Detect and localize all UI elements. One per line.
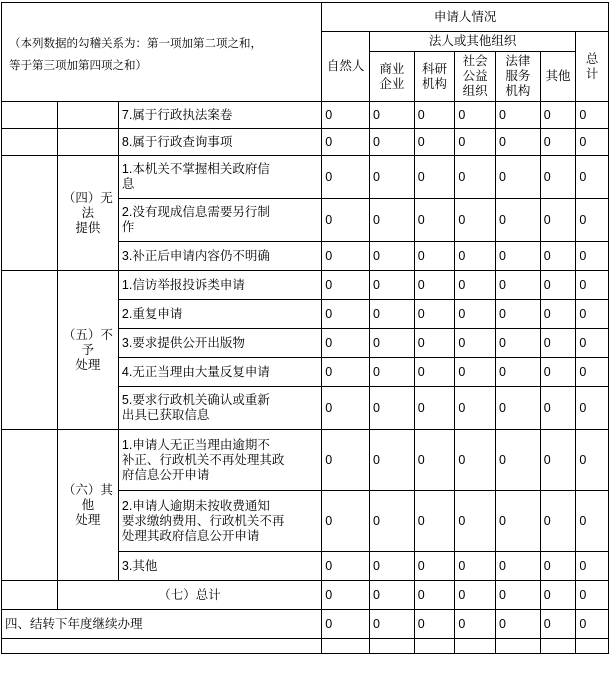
- cell-total: 0: [576, 610, 609, 639]
- cell-legal: 0: [496, 581, 541, 610]
- cell-research: 0: [414, 242, 455, 271]
- cell-business: 0: [369, 329, 414, 358]
- cell-other: 0: [540, 156, 576, 199]
- item-line-2: 作: [121, 220, 135, 234]
- cell-business: 0: [369, 300, 414, 329]
- row-item: 3.其他: [118, 552, 321, 581]
- cell-welfare: 0: [455, 129, 496, 156]
- cell-legal: 0: [496, 491, 541, 552]
- item-line-2: 出具已获取信息: [121, 408, 210, 422]
- cell-natural-person: 0: [322, 387, 370, 430]
- cell-natural-person: 0: [322, 358, 370, 387]
- cell-natural-person: 0: [322, 242, 370, 271]
- cell-research: [414, 639, 455, 654]
- cell-research: 0: [414, 552, 455, 581]
- header-row-applicant-group: [2, 3, 609, 32]
- cell-natural-person: [322, 639, 370, 654]
- cell-research: 0: [414, 491, 455, 552]
- item-line-2: 补正、行政机关不再处理其政: [121, 452, 285, 467]
- row-category-total: （七）总计: [57, 581, 321, 610]
- cell-welfare: 0: [455, 300, 496, 329]
- cell-natural-person: 0: [322, 491, 370, 552]
- row-partial-label: [2, 639, 322, 654]
- cell-other: 0: [540, 300, 576, 329]
- table-row: [2, 271, 609, 300]
- cell-total: 0: [576, 129, 609, 156]
- row-spacer: [2, 581, 58, 610]
- cell-other: 0: [540, 491, 576, 552]
- category-line-2: 提供: [75, 220, 101, 235]
- cell-other: 0: [540, 552, 576, 581]
- cell-research: 0: [414, 387, 455, 430]
- category-line-1: （六）其他: [62, 482, 113, 512]
- row-item: 4.无正当理由大量反复申请: [118, 358, 321, 387]
- cell-business: 0: [369, 156, 414, 199]
- cell-natural-person: 0: [322, 581, 370, 610]
- cell-total: 0: [576, 199, 609, 242]
- cell-other: 0: [540, 387, 576, 430]
- cell-legal: 0: [496, 102, 541, 129]
- item-line-1: 2.没有现成信息需要另行制: [121, 205, 270, 219]
- cell-welfare: 0: [455, 358, 496, 387]
- cell-welfare: 0: [455, 329, 496, 358]
- header-welfare-line-2: 公益: [462, 69, 488, 83]
- category-line-1: （五）不予: [62, 327, 113, 357]
- cell-legal: 0: [496, 242, 541, 271]
- cell-business: 0: [369, 387, 414, 430]
- header-business-enterprise: [369, 52, 414, 102]
- cell-other: 0: [540, 358, 576, 387]
- header-total-line-2: 计: [585, 66, 599, 81]
- cell-legal: 0: [496, 156, 541, 199]
- cell-other: 0: [540, 329, 576, 358]
- note-line-2: 等于第三项加第四项之和）: [9, 60, 147, 72]
- table-row: [2, 581, 609, 610]
- cell-total: 0: [576, 300, 609, 329]
- item-line-2: 要求缴纳费用、行政机关不再: [121, 513, 285, 528]
- cell-other: 0: [540, 242, 576, 271]
- cell-research: 0: [414, 102, 455, 129]
- cell-legal: 0: [496, 300, 541, 329]
- row-spacer: [2, 102, 58, 129]
- cell-legal: [496, 639, 541, 654]
- cell-natural-person: 0: [322, 329, 370, 358]
- cell-total: 0: [576, 156, 609, 199]
- cell-business: 0: [369, 552, 414, 581]
- cell-other: 0: [540, 271, 576, 300]
- table-row: [2, 129, 609, 156]
- cell-total: 0: [576, 552, 609, 581]
- cell-business: 0: [369, 102, 414, 129]
- cell-welfare: [455, 639, 496, 654]
- cell-welfare: 0: [455, 102, 496, 129]
- cell-natural-person: 0: [322, 271, 370, 300]
- cell-welfare: 0: [455, 430, 496, 491]
- cell-total: 0: [576, 102, 609, 129]
- row-category: [57, 102, 118, 129]
- cell-legal: 0: [496, 387, 541, 430]
- row-spacer: [2, 430, 58, 581]
- cell-research: 0: [414, 300, 455, 329]
- cell-business: 0: [369, 129, 414, 156]
- cell-total: 0: [576, 581, 609, 610]
- row-item: [118, 430, 321, 491]
- table-row: [2, 430, 609, 491]
- cell-research: 0: [414, 271, 455, 300]
- header-welfare-line-3: 组织: [462, 84, 488, 98]
- cell-legal: 0: [496, 271, 541, 300]
- cell-natural-person: 0: [322, 129, 370, 156]
- note-line-1: （本列数据的勾稽关系为：第一项加第二项之和，: [9, 38, 262, 50]
- header-business-line-1: 商业: [379, 61, 405, 76]
- item-line-1: 1.本机关不掌握相关政府信: [121, 162, 270, 176]
- header-research-line-2: 机构: [422, 76, 448, 91]
- cell-business: 0: [369, 491, 414, 552]
- header-legal-line-2: 服务: [505, 69, 531, 83]
- cell-business: 0: [369, 430, 414, 491]
- header-business-line-2: 企业: [379, 76, 405, 91]
- category-line-2: 处理: [75, 512, 101, 527]
- row-spacer: [2, 271, 58, 430]
- cell-welfare: 0: [455, 610, 496, 639]
- cell-research: 0: [414, 129, 455, 156]
- item-line-1: 5.要求行政机关确认或重新: [121, 393, 270, 407]
- cell-legal: 0: [496, 552, 541, 581]
- header-applicant-situation: 申请人情况: [322, 3, 609, 32]
- cell-legal: 0: [496, 430, 541, 491]
- row-item: 8.属于行政查询事项: [118, 129, 321, 156]
- cell-welfare: 0: [455, 491, 496, 552]
- cell-research: 0: [414, 610, 455, 639]
- table-row: [2, 610, 609, 639]
- cell-total: 0: [576, 242, 609, 271]
- cell-other: [540, 639, 576, 654]
- item-line-1: 1.申请人无正当理由逾期不: [121, 437, 270, 452]
- row-item: 1.信访举报投诉类申请: [118, 271, 321, 300]
- cell-natural-person: 0: [322, 552, 370, 581]
- disclosure-statistics-table: [1, 2, 609, 654]
- item-line-3: 处理其政府信息公开申请: [121, 528, 260, 543]
- cell-research: 0: [414, 430, 455, 491]
- header-legal-or-other: 法人或其他组织: [369, 32, 575, 52]
- cell-total: 0: [576, 358, 609, 387]
- item-line-1: 2.申请人逾期未按收费通知: [121, 498, 270, 513]
- cell-business: 0: [369, 581, 414, 610]
- item-line-2: 息: [121, 177, 135, 191]
- header-total: [576, 32, 609, 102]
- cell-welfare: 0: [455, 242, 496, 271]
- row-item: 7.属于行政执法案卷: [118, 102, 321, 129]
- cell-other: 0: [540, 129, 576, 156]
- cell-other: 0: [540, 581, 576, 610]
- cell-research: 0: [414, 199, 455, 242]
- cell-legal: 0: [496, 329, 541, 358]
- header-research-institution: [414, 52, 455, 102]
- header-research-line-1: 科研: [422, 61, 448, 76]
- cell-legal: 0: [496, 358, 541, 387]
- cell-total: 0: [576, 430, 609, 491]
- table-row: [2, 156, 609, 199]
- row-item: [118, 387, 321, 430]
- row-item: [118, 199, 321, 242]
- cell-legal: 0: [496, 610, 541, 639]
- table-row-partial: [2, 639, 609, 654]
- cell-total: 0: [576, 271, 609, 300]
- cell-legal: 0: [496, 129, 541, 156]
- row-category-group-4: [57, 156, 118, 271]
- cell-other: 0: [540, 610, 576, 639]
- cell-welfare: 0: [455, 387, 496, 430]
- cell-research: 0: [414, 581, 455, 610]
- cell-welfare: 0: [455, 271, 496, 300]
- cell-business: 0: [369, 610, 414, 639]
- cell-natural-person: 0: [322, 610, 370, 639]
- cell-welfare: 0: [455, 581, 496, 610]
- cell-business: 0: [369, 271, 414, 300]
- cell-business: 0: [369, 242, 414, 271]
- row-item: 2.重复申请: [118, 300, 321, 329]
- cell-research: 0: [414, 329, 455, 358]
- cell-business: 0: [369, 199, 414, 242]
- row-section-carryover: 四、结转下年度继续办理: [2, 610, 322, 639]
- row-item: [118, 491, 321, 552]
- cell-natural-person: 0: [322, 199, 370, 242]
- cell-total: [576, 639, 609, 654]
- row-item: [118, 156, 321, 199]
- row-spacer: [2, 129, 58, 156]
- cell-other: 0: [540, 199, 576, 242]
- cell-total: 0: [576, 387, 609, 430]
- category-line-1: （四）无法: [62, 190, 113, 220]
- cell-natural-person: 0: [322, 156, 370, 199]
- cell-natural-person: 0: [322, 430, 370, 491]
- row-item: 3.要求提供公开出版物: [118, 329, 321, 358]
- header-welfare-line-1: 社会: [462, 54, 488, 68]
- header-total-line-1: 总: [585, 51, 599, 66]
- row-category-group-6: [57, 430, 118, 581]
- header-natural-person: 自然人: [322, 32, 370, 102]
- row-item: 3.补正后申请内容仍不明确: [118, 242, 321, 271]
- row-category: [57, 129, 118, 156]
- row-category-group-5: [57, 271, 118, 430]
- cell-other: 0: [540, 102, 576, 129]
- cell-business: [369, 639, 414, 654]
- cell-natural-person: 0: [322, 300, 370, 329]
- category-line-2: 处理: [75, 357, 101, 372]
- cell-total: 0: [576, 491, 609, 552]
- cell-research: 0: [414, 156, 455, 199]
- cell-legal: 0: [496, 199, 541, 242]
- cell-total: 0: [576, 329, 609, 358]
- item-line-3: 府信息公开申请: [121, 467, 210, 482]
- header-legal-line-3: 机构: [505, 84, 531, 98]
- cell-natural-person: 0: [322, 102, 370, 129]
- header-legal-line-1: 法律: [505, 54, 531, 68]
- cell-welfare: 0: [455, 156, 496, 199]
- cell-welfare: 0: [455, 199, 496, 242]
- cell-business: 0: [369, 358, 414, 387]
- note-cell: [2, 3, 322, 102]
- cell-welfare: 0: [455, 552, 496, 581]
- header-social-welfare-org: [455, 52, 496, 102]
- header-legal-service-org: [496, 52, 541, 102]
- cell-other: 0: [540, 430, 576, 491]
- table-row: [2, 102, 609, 129]
- cell-research: 0: [414, 358, 455, 387]
- header-other-org: 其他: [540, 52, 576, 102]
- row-spacer: [2, 156, 58, 271]
